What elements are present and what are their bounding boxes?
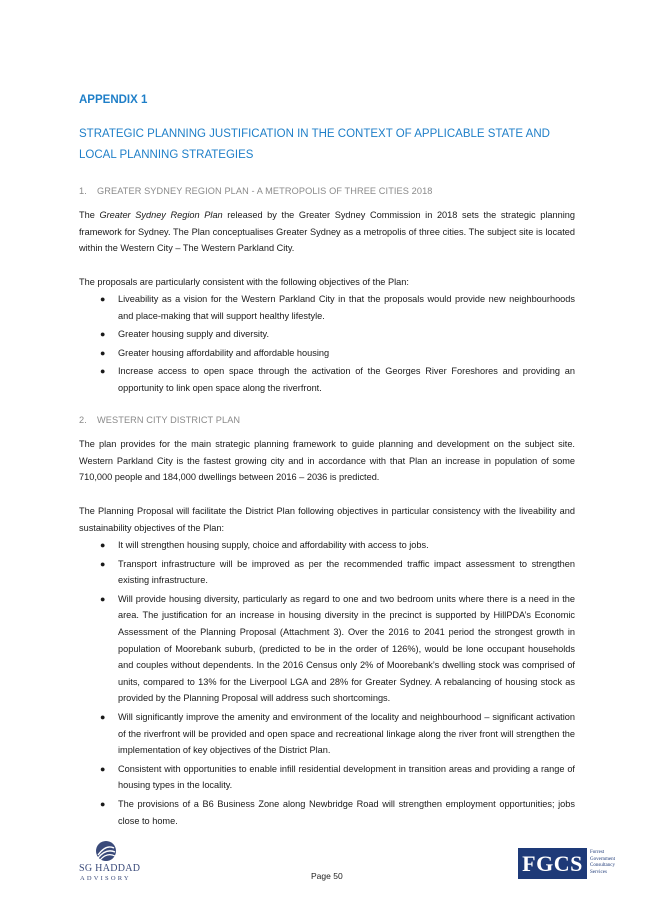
list-item-text: Consistent with opportunities to enable infill residential development in transition areas and providing a range of housing types in the locality. [118, 763, 575, 791]
list-item [79, 796, 575, 829]
bullet-icon: ● [100, 593, 106, 604]
logo-name: SG HADDAD [79, 863, 141, 874]
fgcs-logo-line: Government [590, 856, 615, 862]
bullet-icon: ● [100, 347, 106, 358]
bullet-icon: ● [100, 798, 106, 809]
fgcs-logo-text [590, 850, 630, 876]
text-run: The [79, 210, 100, 220]
bullet-icon: ● [100, 711, 106, 722]
page-number: Page 50 [311, 871, 343, 881]
region-plan-name: Greater Sydney Region Plan [99, 210, 223, 220]
bullet-icon: ● [100, 558, 106, 569]
section-2-title: WESTERN CITY DISTRICT PLAN [97, 415, 241, 425]
appendix-label: APPENDIX 1 [79, 94, 148, 106]
list-item-text: Will significantly improve the amenity and environment of the locality and neighbourhood – significant activation of the riverfront will be provided and open space and recreational linkage along the river front will strengthen the implementation of key objectives of the District Plan. [118, 711, 575, 756]
sg-haddad-logo [79, 840, 139, 888]
section-1-number: 1. [79, 186, 87, 196]
list-item [79, 537, 575, 554]
bullet-icon: ● [100, 763, 106, 774]
list-item-text: The provisions of a B6 Business Zone along Newbridge Road will strengthen employment opportunities; jobs close to home. [118, 798, 575, 826]
section-1-title: GREATER SYDNEY REGION PLAN - A METROPOLIS OF THREE CITIES 2018 [97, 186, 433, 196]
list-item-text: Increase access to open space through the activation of the Georges River Foreshores and providing an opportunity to link open space along the riverfront. [118, 366, 575, 393]
fgcs-logo-mark: FGCS [518, 848, 587, 879]
section-2-heading [79, 415, 240, 425]
bullet-icon: ● [100, 540, 106, 550]
section-1-paragraph-2: The proposals are particularly consistent with the following objectives of the Plan: [79, 277, 409, 287]
list-item-text: Transport infrastructure will be improved as per the recommended traffic impact assessment to strengthen existing infrastructure. [118, 558, 575, 586]
text-run: released by the Greater Sydney Commission in 2018 sets the strategic planning framework for Sydney. The Plan conceptualises Greater Sydney as a metropolis of three cities. The subject site is located within the Western City – The Western Parkland City. [79, 210, 575, 254]
fgcs-logo-line: Forrest [590, 850, 605, 855]
list-item-text: Greater housing affordability and affordable housing [118, 347, 330, 358]
logo-subtitle: ADVISORY [80, 875, 131, 882]
section-2-paragraph-2: The Planning Proposal will facilitate the District Plan following objectives in particular consistency with the liveability and sustainability objectives of the Plan: [79, 506, 575, 533]
section-1-paragraph-1 [79, 207, 575, 257]
list-item-text: It will strengthen housing supply, choice and affordability with access to jobs. [118, 540, 429, 550]
fgcs-logo-line: Services [590, 869, 607, 875]
section-2-bullet-list [79, 537, 575, 831]
list-item [79, 761, 575, 794]
list-item [79, 345, 575, 362]
list-item [79, 591, 575, 707]
bullet-icon: ● [100, 329, 106, 340]
sg-haddad-emblem-icon [95, 840, 117, 862]
list-item-text: Greater housing supply and diversity. [118, 329, 269, 340]
list-item [79, 363, 575, 396]
list-item [79, 291, 575, 324]
section-1-bullet-list [79, 291, 575, 399]
bullet-icon: ● [100, 366, 106, 377]
section-2-number: 2. [79, 415, 87, 425]
fgcs-logo-line: Consultancy [590, 863, 615, 868]
list-item-text: Liveability as a vision for the Western Parkland City in that the proposals would provide new neighbourhoods and place-making that will support healthy lifestyle. [118, 294, 575, 321]
list-item [79, 709, 575, 759]
list-item [79, 556, 575, 589]
section-1-heading [79, 186, 433, 196]
page-title: STRATEGIC PLANNING JUSTIFICATION IN THE CONTEXT OF APPLICABLE STATE AND LOCAL PLANNING STRATEGIES [79, 128, 550, 161]
bullet-icon: ● [100, 294, 106, 304]
list-item [79, 326, 575, 343]
fgcs-logo [518, 848, 618, 884]
section-2-paragraph-1: The plan provides for the main strategic planning framework to guide planning and development on the subject site. Western Parkland City is the fastest growing city and in accordance with that Plan an increase in population of some 710,000 people and 184,000 dwellings between 2016 – 2036 is predicted. [79, 439, 575, 483]
list-item-text: Will provide housing diversity, particularly as regard to one and two bedroom units where there is a need in the area. The justification for an increase in housing diversity in the precinct is supported by HillPDA’s Economic Assessment of the Planning Proposal (Attachment 3). Over the 2016 to 2041 period the strongest growth in population of Moorebank suburb, (predicted to be in the order of 126%), would be lone occupant households and couples without dependents. In the 2016 Census only 2% of Moorebank’s dwelling stock was comprised of units, compared to 13% for the Liverpool LGA and 28% for Greater Sydney. A rebalancing of housing stock as provided by the Planning Proposal will address such shortcomings. [118, 593, 575, 704]
